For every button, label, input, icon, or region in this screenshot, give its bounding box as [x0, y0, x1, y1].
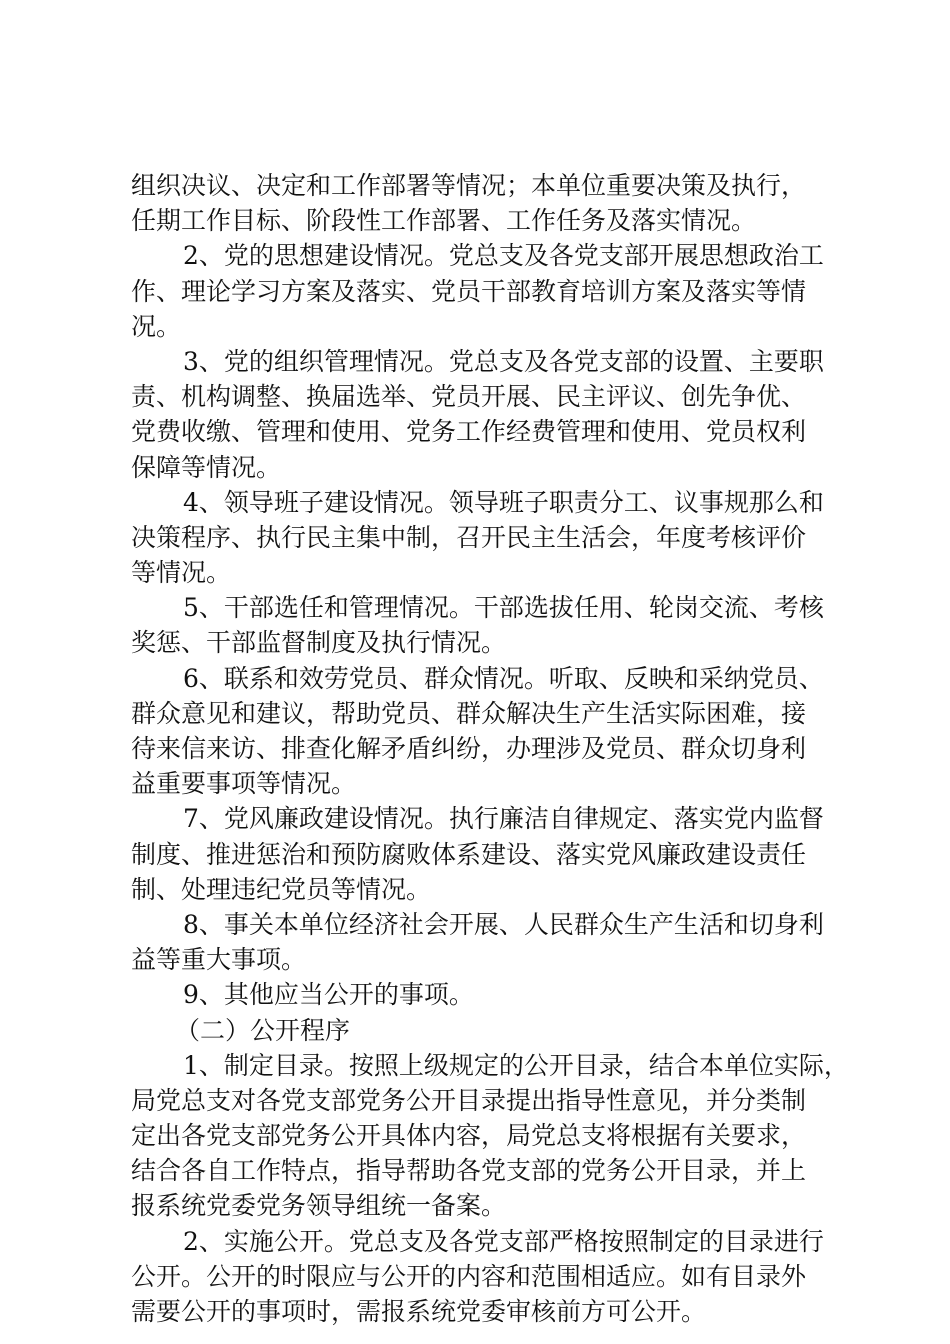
text-line: 决策程序、执行民主集中制，召开民主生活会，年度考核评价: [131, 522, 807, 552]
text-line: 作、理论学习方案及落实、党员干部教育培训方案及落实等情: [131, 276, 807, 306]
text-line: 需要公开的事项时，需报系统党委审核前方可公开。: [131, 1297, 707, 1326]
text-line: 结合各自工作特点，指导帮助各党支部的党务公开目录，并上: [131, 1156, 807, 1186]
text-line: 况。: [131, 311, 182, 341]
text-line: 定出各党支部党务公开具体内容，局党总支将根据有关要求，: [131, 1121, 807, 1151]
paragraph-start-line: 2、党的思想建设情况。党总支及各党支部开展思想政治工: [183, 241, 824, 271]
paragraph-start-line: 8、事关本单位经济社会开展、人民群众生产生活和切身利: [183, 909, 824, 939]
text-line: 组织决议、决定和工作部署等情况；本单位重要决策及执行，: [131, 171, 807, 200]
paragraph-start-line: 4、领导班子建设情况。领导班子职责分工、议事规那么和: [183, 487, 824, 517]
text-line: 任期工作目标、阶段性工作部署、工作任务及落实情况。: [131, 206, 757, 236]
paragraph-start-line: 3、党的组织管理情况。党总支及各党支部的设置、主要职: [183, 346, 824, 376]
paragraph-start-line: 2、实施公开。党总支及各党支部严格按照制定的目录进行: [183, 1226, 824, 1256]
text-line: 待来信来访、排查化解矛盾纠纷，办理涉及党员、群众切身利: [131, 734, 807, 763]
text-line: 保障等情况。: [131, 452, 282, 482]
text-line: 等情况。: [131, 558, 232, 588]
text-line: 报系统党委党务领导组统一备案。: [131, 1191, 507, 1221]
text-line: 制度、推进惩治和预防腐败体系建设、落实党风廉政建设责任: [131, 839, 807, 869]
paragraph-start-line: 5、干部选任和管理情况。干部选拔任用、轮岗交流、考核: [183, 593, 824, 623]
text-line: 责、机构调整、换届选举、党员开展、民主评议、创先争优、: [131, 382, 807, 412]
document-body: [131, 168, 849, 1329]
text-line: 益等重大事项。: [131, 945, 307, 975]
paragraph-start-line: 9、其他应当公开的事项。: [183, 980, 474, 1010]
paragraph-start-line: 1、制定目录。按照上级规定的公开目录，结合本单位实际，: [183, 1050, 849, 1080]
text-line: 局党总支对各党支部党务公开目录提出指导性意见，并分类制: [131, 1085, 807, 1115]
text-line: 奖惩、干部监督制度及执行情况。: [131, 628, 507, 658]
text-line: 党费收缴、管理和使用、党务工作经费管理和使用、党员权利: [131, 417, 807, 447]
section-heading: （二）公开程序: [175, 1015, 351, 1045]
text-line: 制、处理违纪党员等情况。: [131, 874, 432, 904]
text-line: 群众意见和建议，帮助党员、群众解决生产生活实际困难，接: [131, 698, 807, 728]
paragraph-start-line: 6、联系和效劳党员、群众情况。听取、反映和采纳党员、: [183, 663, 824, 693]
text-line: 公开。公开的时限应与公开的内容和范围相适应。如有目录外: [131, 1261, 807, 1291]
paragraph-start-line: 7、党风廉政建设情况。执行廉洁自律规定、落实党内监督: [183, 804, 824, 834]
text-line: 益重要事项等情况。: [131, 769, 357, 799]
